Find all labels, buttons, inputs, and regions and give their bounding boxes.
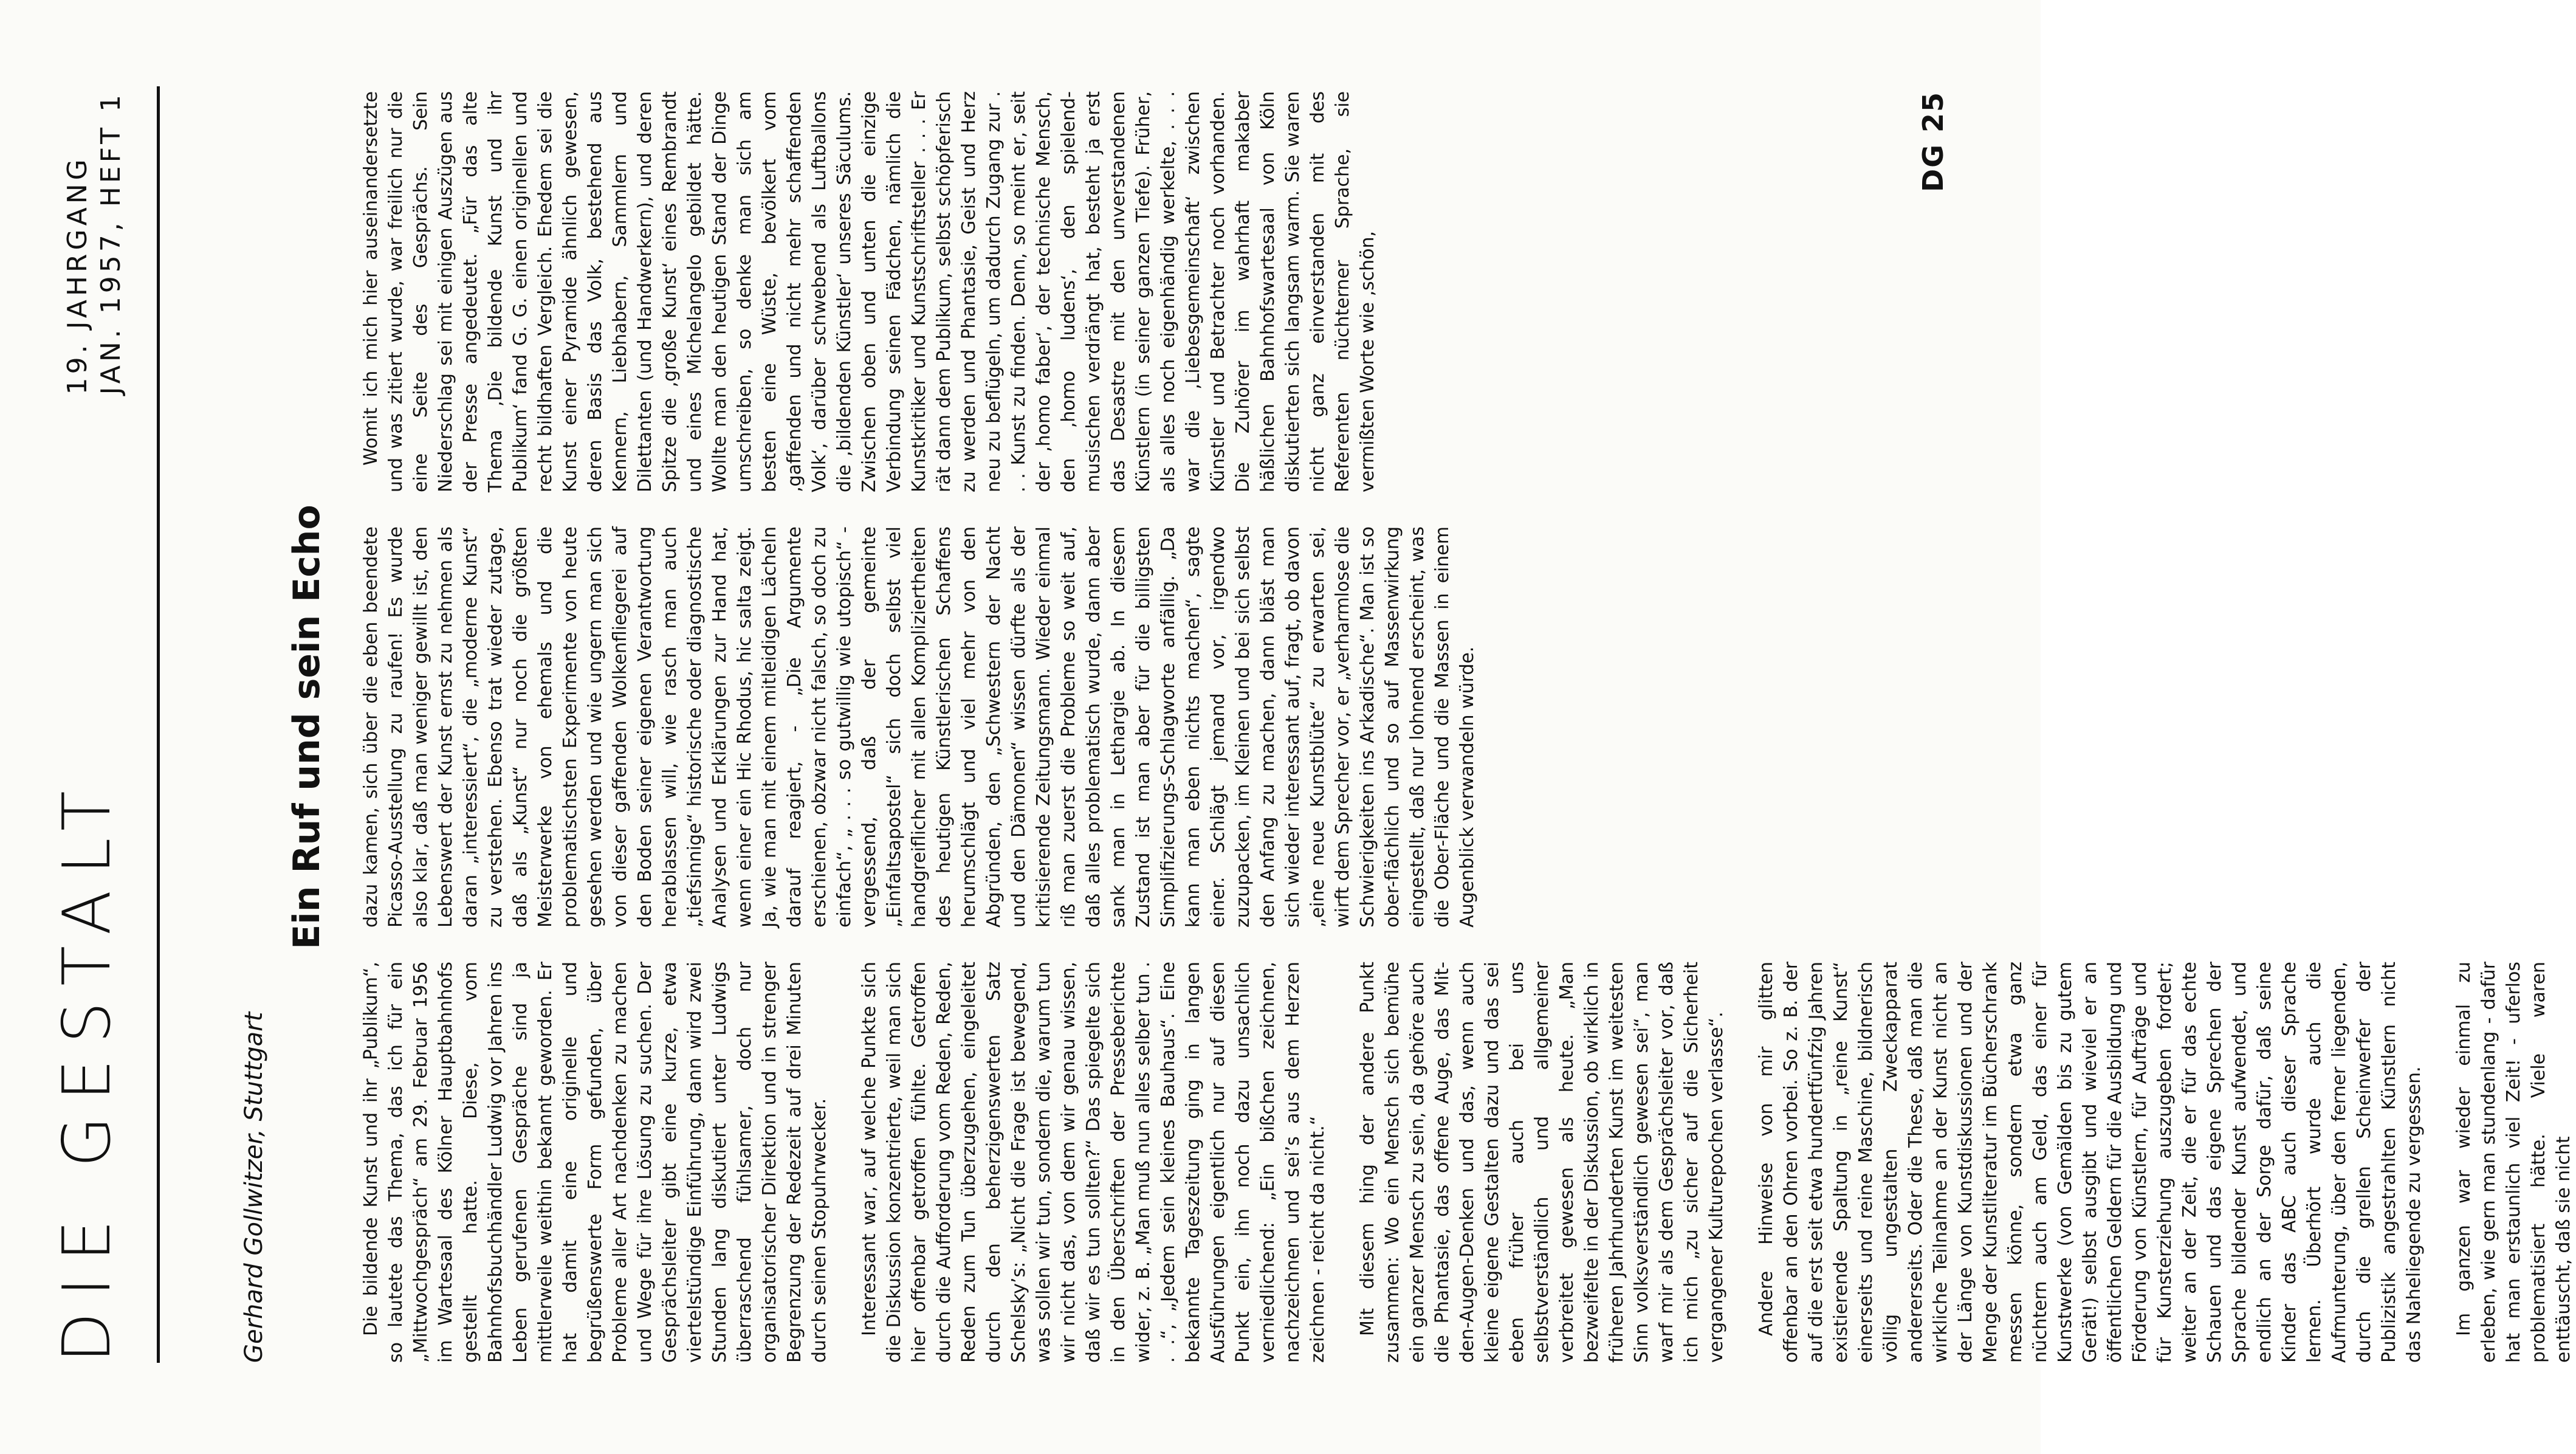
header-rule <box>157 86 160 1363</box>
issue-date-line: JAN. 1957, HEFT 1 <box>95 91 126 395</box>
paragraph: Mit diesem hing der andere Punkt zusammen: Wo ein Mensch sich bemühe ein ganzer Mensch zu sein, da gehöre auch die Phantasie, das offene Auge, das Mit-den-Augen-Denken und das, wenn auch kleine eigene Gestalten dazu und das sei eben früher auch bei uns selbstverständlich und allgemeiner verbreitet gewesen als heute. „Man bezweifelte in der Diskussion, ob wirklich in früheren Jahrhunderten Kunst im weitesten Sinn volksverständlich gewesen sei“, man warf mir als dem Gesprächsleiter vor, daß ich mich „zu sicher auf die Sicherheit vergangener Kulturepochen verlasse“. <box>1357 962 1727 1363</box>
issue-year-line: 19. JAHRGANG <box>62 156 93 395</box>
article-title: Ein Ruf und sein Echo <box>286 505 328 949</box>
paragraph: Im ganzen war wieder einmal zu erleben, wie gern man stundenlang - dafür hat man erstaunlich viel Zeit! - uferlos problematisiert hätte. Viele waren enttäuscht, daß sie nicht <box>2453 962 2574 1363</box>
paragraph: Interessant war, auf welche Punkte sich die Diskussion konzentrierte, weil man sich hier offenbar getroffen fühlte. Getroffen durch die Aufforderung vom Reden, Reden, Reden zum Tun überzugehen, eingeleitet durch den beherzigenswerten Satz Schelsky’s: „Nicht die Frage ist bewegend, was sollen wir tun, sondern die, warum tun wir nicht das, von dem wir genau wissen, daß wir es tun sollten?“ Das spiegelte sich in den Überschriften der Presseberichte wider, z. B. „Man muß nun alles selber tun . . .“, „Jedem sein kleines Bauhaus“. Eine bekannte Tageszeitung ging in langen Ausführungen eigentlich nur auf diesen Punkt ein, ihn noch dazu unsachlich verniedlichend: „Ein bißchen zeichnen, nachzeichnen und sei’s aus dem Herzen zeichnen - reicht da nicht.“ <box>859 962 1328 1363</box>
text-column-1 <box>359 962 2574 1363</box>
paragraph: Womit ich mich hier auseinandersetzte und was zitiert wurde, war freilich nur die eine Seite des Gesprächs. Sein Niederschlag sei mit einigen Auszügen aus der Presse angedeutet. „Für das alte Thema ‚Die bildende Kunst und ihr Publikum‘ fand G. G. einen originellen und recht bildhaften Vergleich. Ehedem sei die Kunst einer Pyramide ähnlich gewesen, deren Basis das Volk, bestehend aus Kennern, Liebhabern, Sammlern und Dilettanten (und Handwerkern), und deren Spitze die ‚große Kunst‘ eines Rembrandt und eines Michelangelo gebildet hätte. Wollte man den heutigen Stand der Dinge umschreiben, so denke man sich am besten eine Wüste, bevölkert vom ‚gaffenden und nicht mehr schaffenden Volk‘, darüber schwebend als Luftballons die ‚bildenden Künstler‘ unseres Säculums. Zwischen oben und unten die einzige Verbindung seinen Fädchen, nämlich die Kunstkritiker und Kunstschriftsteller . . . Er rät dann dem Publikum, selbst schöpferisch zu werden und Phantasie, Geist und Herz neu zu beflügeln, um dadurch Zugang zur . . . Kunst zu finden. Denn, so meint er, seit der ‚homo faber‘, der technische Mensch, den ‚homo ludens‘, den spielend-musischen verdrängt hat, besteht ja erst das Desastre mit den unverstandenen Künstlern (in seiner ganzen Tiefe). Früher, als alles noch eigenhändig werkelte, . . . war die ‚Liebesgemeinschaft‘ zwischen Künstler und Betrachter noch vorhanden. Die Zuhörer im wahrhaft makaber häßlichen Bahnhofswartesaal von Köln diskutierten sich langsam warm. Sie waren nicht ganz einverstanden mit des Referenten nüchterner Sprache, sie vermißten Worte wie ‚schön, <box>360 91 1378 492</box>
page-number: DG 25 <box>1917 91 1949 192</box>
text-column-2 <box>359 526 1939 928</box>
paragraph: Die bildende Kunst und ihr „Publikum“, so lautete das Thema, das ich für ein „Mittwochgespräch“ am 29. Februar 1956 im Wartesaal des Kölner Hauptbahnhofs gestellt hatte. Diese, vom Bahnhofsbuchhändler Ludwig vor Jahren ins Leben gerufenen Gespräche sind ja mittlerweile weithin bekannt geworden. Er hat damit eine originelle und begrüßenswerte Form gefunden, über Probleme aller Art nachdenken zu machen und Wege für ihre Lösung zu suchen. Der Gesprächsleiter gibt eine kurze, etwa viertelstündige Einführung, dann wird zwei Stunden lang diskutiert unter Ludwigs überraschend fühlsamer, doch nur organisatorischer Direktion und in strenger Begrenzung der Redezeit auf drei Minuten durch seinen Stopuhrwecker. <box>360 962 830 1363</box>
magazine-title: DIE GESTALT <box>49 775 125 1363</box>
issue-info <box>61 91 128 395</box>
text-column-3 <box>359 91 1939 492</box>
author-byline: Gerhard Gollwitzer, Stuttgart <box>240 1011 268 1363</box>
paragraph: dazu kamen, sich über die eben beendete Picasso-Ausstellung zu raufen! Es wurde also klar, daß man weniger gewillt ist, den Lebenswert der Kunst ernst zu nehmen als daran „interessiert“, die „moderne Kunst“ zu verstehen. Ebenso trat wieder zutage, daß als „Kunst“ nur noch die größten Meisterwerke von ehemals und die problematischsten Experimente von heute gesehen werden und wie ungern man sich von dieser gaffenden Wolkenfliegerei auf den Boden seiner eigenen Verantwortung herablassen will, wie rasch man auch „tiefsinnige“ historische oder diagnostische Analysen und Erklärungen zur Hand hat, wenn einer ein Hic Rhodus, hic salta zeigt. Ja, wie man mit einem mitleidigen Lächeln darauf reagiert, - „Die Argumente erschienen, obzwar nicht falsch, so doch zu einfach“, „ . . . so gutwillig wie utopisch“ - vergessend, daß der gemeinte „Einfaltsapostel“ sich doch selbst viel handgreiflicher mit allen Kompliziertheiten des heutigen Künstlerischen Schaffens herumschlägt und viel mehr von den Abgründen, den „Schwestern der Nacht und den Dämonen“ wissen dürfte als der kritisierende Zeitungsmann. Wieder einmal riß man zuerst die Probleme so weit auf, daß alles problematisch wurde, dann aber sank man in Lethargie ab. In diesem Zustand ist man aber für die billigsten Simplifizierungs-Schlagworte anfällig. „Da kann man eben nichts machen“, sagte einer. Schlägt jemand vor, irgendwo zuzupacken, im Kleinen und bei sich selbst den Anfang zu machen, dann bläst man sich wieder interessant auf, fragt, ob davon „eine neue Kunstblüte“ zu erwarten sei, wirft dem Sprecher vor, er „verharmlose die Schwierigkeiten ins Arkadische“. Man ist so ober-flächlich und so auf Massenwirkung eingestellt, daß nur lohnend erscheint, was die Ober-Fläche und die Massen in einem Augenblick verwandeln würde. <box>360 526 1478 928</box>
paragraph: Andere Hinweise von mir glitten offenbar an den Ohren vorbei. So z. B. der auf die erst seit etwa hundertfünfzig Jahren existierende Spaltung in „reine Kunst“ einerseits und reine Maschine, bildnerisch völlig ungestalten Zweckapparat andererseits. Oder die These, daß man die wirkliche Teilnahme an der Kunst nicht an der Länge von Kunstdiskussionen und der Menge der Kunstliteratur im Bücherschrank messen könne, sondern etwa ganz nüchtern auch am Geld, das einer für Kunstwerke (von Gemälden bis zu gutem Gerät!) selbst ausgibt und wieviel er an öffentlichen Geldern für die Ausbildung und Förderung von Künstlern, für Aufträge und für Kunsterziehung auszugeben fordert; weiter an der Zeit, die er für das echte Schauen und das eigene Sprechen der Sprache bildender Kunst aufwendet, und endlich an der Sorge dafür, daß seine Kinder das ABC auch dieser Sprache lernen. Überhört wurde auch die Aufmunterung, über den ferner liegenden, durch die grellen Scheinwerfer der Publizistik angestrahlten Künstlern nicht das Naheliegende zu vergessen. <box>1756 962 2425 1363</box>
